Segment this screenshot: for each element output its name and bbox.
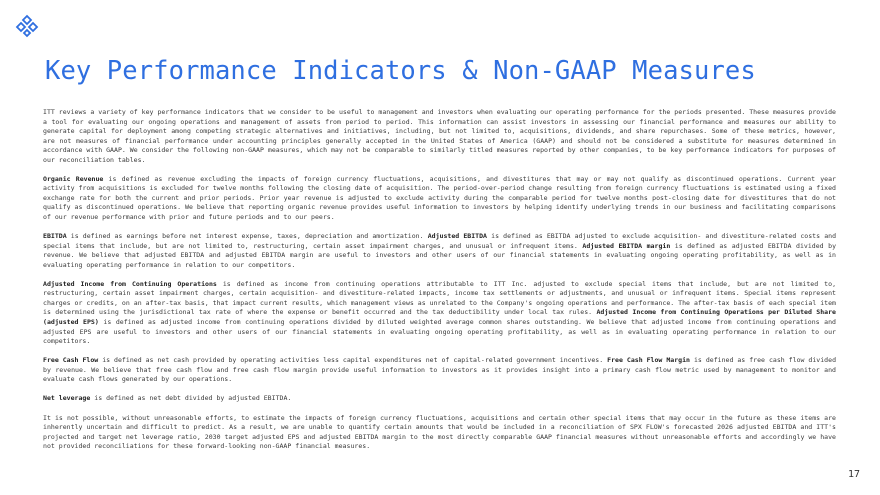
paragraph	[43, 175, 836, 223]
definitions-body	[43, 108, 836, 461]
defined-term: EBITDA	[43, 232, 67, 241]
paragraph-text: is defined as adjusted EBITDA divided by revenue. We believe that adjusted EBITDA and adjusted EBITDA margin are useful to investors and other users of our financial statements in evaluating ongoing operating profitability, as well as in evaluating operating performance in relation to our competitors.	[43, 241, 837, 269]
paragraph-text: is defined as EBITDA adjusted to exclude acquisition- and divestiture-related costs and special items that include, but are not limited to, restructuring, certain asset impairment charges, and unusual or infrequent items.	[43, 232, 837, 250]
paragraph	[43, 280, 836, 347]
paragraph-text: ITT reviews a variety of key performance indicators that we consider to be useful to management and investors when evaluating our operating performance for the periods presented. These measures provide a tool for evaluating our ongoing operations and management of assets from period to period. This information can assist investors in assessing our financial performance and measures our ability to generate capital for deployment among competing strategic alternatives and initiatives, including, but not limited to, acquisitions, dividends, and share repurchases. Some of these metrics, however, are not measures of financial performance under accounting principles generally accepted in the United States of America (GAAP) and should not be considered a substitute for measures determined in accordance with GAAP. We consider the following non-GAAP measures, which may not be comparable to similarly titled measures reported by other companies, to be key performance indicators for purposes of our reconciliation tables.	[43, 108, 836, 164]
paragraph-text: is defined as net cash provided by operating activities less capital expenditures net of capital-related government incentives.	[98, 356, 608, 365]
paragraph-text: is defined as revenue excluding the impacts of foreign currency fluctuations, acquisitions, and divestitures that may or may not qualify as discontinued operations. Current year activity from acquisitions is excluded for twelve months following the closing date of acquisition. The period-over-period change resulting from foreign currency fluctuations is estimated using a fixed exchange rate for both the current and prior periods. Prior year revenue is adjusted to exclude activity during the comparable period for twelve months post-closing date for divestitures that do not qualify as discontinued operations. We believe that reporting organic revenue provides useful information to investors by helping identify underlying trends in our business and facilitating comparisons of our revenue performance with prior and future periods and to our peers.	[43, 174, 836, 222]
paragraph	[43, 232, 836, 270]
defined-term: Adjusted EBITDA margin	[582, 241, 671, 250]
defined-term: Net leverage	[43, 394, 91, 403]
paragraph	[43, 414, 836, 452]
defined-term: Organic Revenue	[43, 174, 104, 183]
page-number: 17	[847, 469, 860, 480]
paragraph-text: is defined as earnings before net interest expense, taxes, depreciation and amortization.	[66, 232, 428, 241]
defined-term: Adjusted Income from Continuing Operations per Diluted Share (adjusted EPS)	[43, 308, 836, 327]
paragraph-text: is defined as free cash flow divided by revenue. We believe that free cash flow and free cash flow margin provide useful information to investors as it provides insight into a primary cash flow metric used by management to monitor and evaluate cash flows generated by our operations.	[43, 356, 837, 384]
paragraph-text: is defined as net debt divided by adjusted EBITDA.	[90, 394, 292, 403]
paragraph-text: is defined as income from continuing operations attributable to ITT Inc. adjusted to exclude special items that include, but are not limited to, restructuring, certain asset impairment charges, certain acquisition- and divestiture-related impacts, income tax settlements or adjustments, and unusual or infrequent items. Special items represent charges or credits, on an after-tax basis, that impact current results, which management views as unrelated to the Company's ongoing operations and performance. The after-tax basis of each special item is determined using the jurisdictional tax rate of where the expense or benefit occurred and the tax deductibility under local tax rules.	[43, 279, 837, 317]
defined-term: Free Cash Flow	[43, 356, 99, 365]
defined-term: Adjusted Income from Continuing Operations	[43, 279, 217, 288]
paragraph-text: It is not possible, without unreasonable efforts, to estimate the impacts of foreign currency fluctuations, acquisitions and certain other special items that may occur in the future as these items are inherently uncertain and difficult to predict. As a result, we are unable to quantify certain amounts that would be included in a reconciliation of SPX FLOW's forecasted 2026 adjusted EBITDA and ITT's projected and target net leverage ratio, 2030 target adjusted EPS and adjusted EBITDA margin to the most directly comparable GAAP financial measures without unreasonable efforts and accordingly we have not provided reconciliations for these forward-looking non-GAAP financial measures.	[43, 413, 836, 451]
paragraph	[43, 108, 836, 165]
defined-term: Free Cash Flow Margin	[607, 356, 690, 365]
itt-logo-icon	[14, 14, 40, 38]
defined-term: Adjusted EBITDA	[427, 232, 487, 241]
paragraph-text: is defined as adjusted income from continuing operations divided by diluted weighted average common shares outstanding. We believe that adjusted income from continuing operations and adjusted EPS are useful to investors and other users of our financial statements in evaluating ongoing operating profitability, as well as in evaluating operating performance in relation to our competitors.	[43, 318, 836, 346]
paragraph	[43, 394, 836, 404]
page-title: Key Performance Indicators & Non-GAAP Measures	[45, 56, 756, 86]
paragraph	[43, 356, 836, 385]
